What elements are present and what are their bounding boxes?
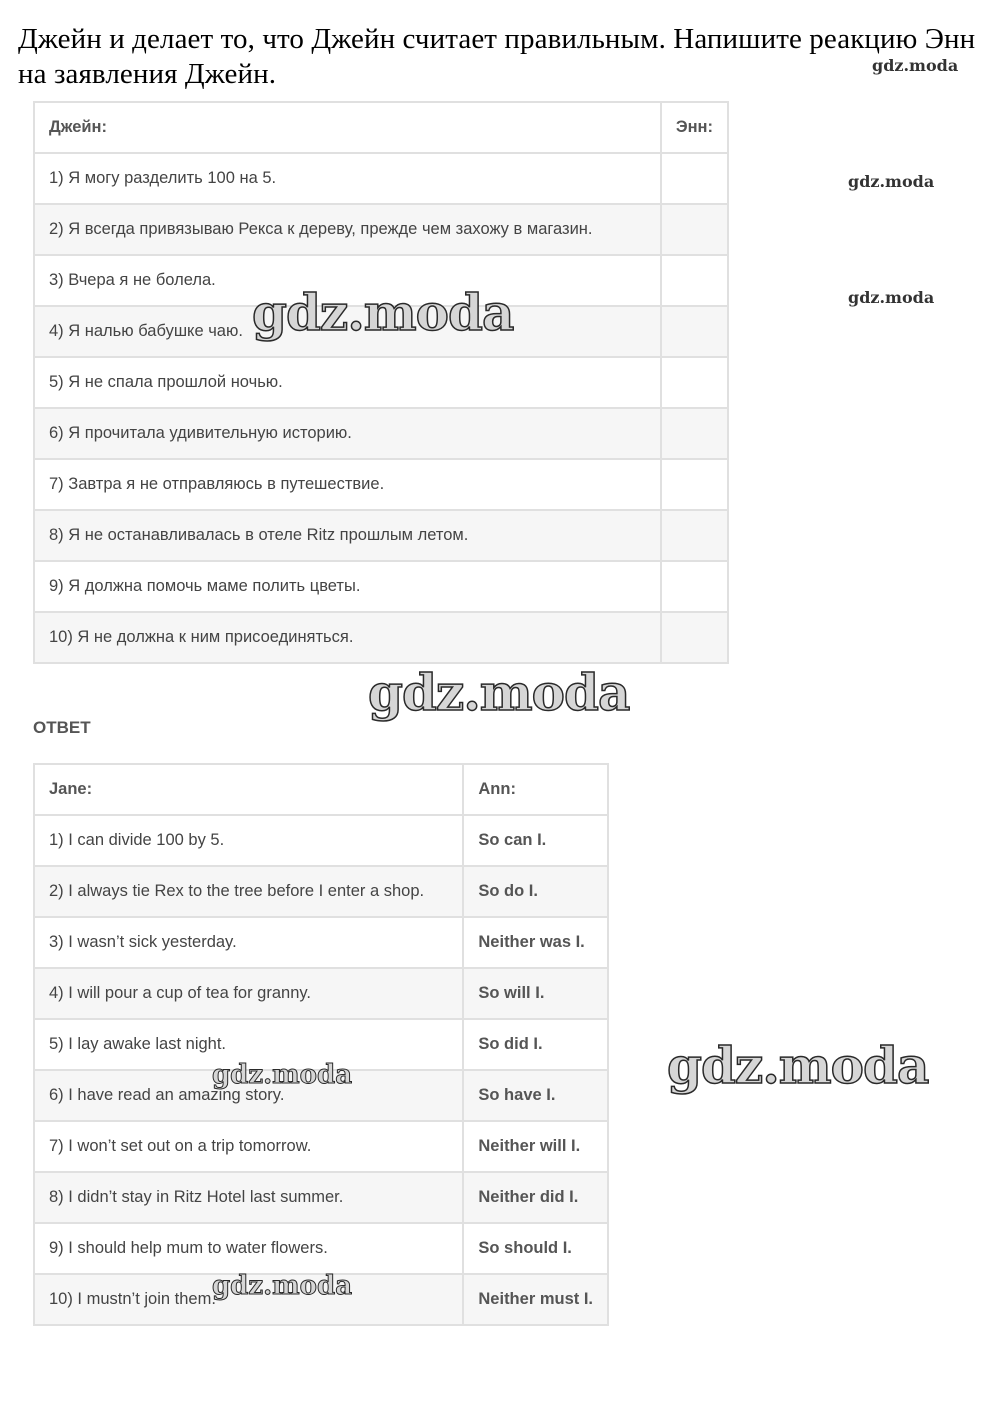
english-answers-table	[33, 763, 609, 1326]
ann-cell: So do I.	[463, 866, 608, 917]
empty-answer-cell	[661, 357, 728, 408]
ann-cell: So will I.	[463, 968, 608, 1019]
empty-answer-cell	[661, 612, 728, 663]
empty-answer-cell	[661, 153, 728, 204]
watermark: gdz.moda	[848, 288, 935, 307]
statement-cell: 7) Завтра я не отправляюсь в путешествие.	[34, 459, 661, 510]
watermark: gdz.moda	[667, 1036, 929, 1095]
table-header-row	[34, 764, 608, 815]
jane-cell: 9) I should help mum to water flowers.	[34, 1223, 463, 1274]
watermark: gdz.moda	[212, 1271, 353, 1301]
table-row	[34, 204, 728, 255]
empty-answer-cell	[661, 255, 728, 306]
jane-cell: 5) I lay awake last night.	[34, 1019, 463, 1070]
statement-cell: 2) Я всегда привязываю Рекса к дереву, прежде чем захожу в магазин.	[34, 204, 661, 255]
table-row	[34, 357, 728, 408]
watermark: gdz.moda	[848, 172, 935, 191]
watermark: gdz.moda	[872, 56, 959, 75]
ann-cell: So did I.	[463, 1019, 608, 1070]
jane-cell: 2) I always tie Rex to the tree before I enter a shop.	[34, 866, 463, 917]
table-row	[34, 1121, 608, 1172]
jane-cell: 8) I didn’t stay in Ritz Hotel last summer.	[34, 1172, 463, 1223]
jane-cell: 7) I won’t set out on a trip tomorrow.	[34, 1121, 463, 1172]
table-row	[34, 1223, 608, 1274]
empty-answer-cell	[661, 408, 728, 459]
jane-cell: 10) I mustn’t join them.	[34, 1274, 463, 1325]
empty-answer-cell	[661, 561, 728, 612]
table-row	[34, 561, 728, 612]
jane-cell: 4) I will pour a cup of tea for granny.	[34, 968, 463, 1019]
ann-cell: Neither must I.	[463, 1274, 608, 1325]
ann-cell: Neither will I.	[463, 1121, 608, 1172]
ann-cell: Neither was I.	[463, 917, 608, 968]
watermark: gdz.moda	[212, 1060, 353, 1090]
jane-cell: 3) I wasn’t sick yesterday.	[34, 917, 463, 968]
task-text: Джейн и делает то, что Джейн считает правильным. Напишите реакцию Энн на заявления Джейн.	[18, 23, 976, 90]
table-row	[34, 968, 608, 1019]
watermark: gdz.moda	[368, 663, 630, 722]
watermark: gdz.moda	[252, 283, 514, 342]
answer-heading: ОТВЕТ	[33, 718, 91, 737]
table-row	[34, 917, 608, 968]
table-row	[34, 153, 728, 204]
statement-cell: 3) Вчера я не болела.	[34, 255, 661, 306]
statement-cell: 4) Я налью бабушке чаю.	[34, 306, 661, 357]
table-header-row	[34, 102, 728, 153]
ann-cell: So can I.	[463, 815, 608, 866]
empty-answer-cell	[661, 204, 728, 255]
header-ann: Энн:	[661, 102, 728, 153]
table-row	[34, 510, 728, 561]
statement-cell: 5) Я не спала прошлой ночью.	[34, 357, 661, 408]
statement-cell: 1) Я могу разделить 100 на 5.	[34, 153, 661, 204]
ann-cell: So have I.	[463, 1070, 608, 1121]
statement-cell: 8) Я не останавливалась в отеле Ritz прошлым летом.	[34, 510, 661, 561]
table-row	[34, 815, 608, 866]
statement-cell: 9) Я должна помочь маме полить цветы.	[34, 561, 661, 612]
header-ann: Ann:	[463, 764, 608, 815]
empty-answer-cell	[661, 306, 728, 357]
statement-cell: 10) Я не должна к ним присоединяться.	[34, 612, 661, 663]
table-row	[34, 1172, 608, 1223]
table-row	[34, 866, 608, 917]
empty-answer-cell	[661, 459, 728, 510]
ann-cell: Neither did I.	[463, 1172, 608, 1223]
table-row	[34, 459, 728, 510]
ann-cell: So should I.	[463, 1223, 608, 1274]
header-jane: Jane:	[34, 764, 463, 815]
russian-statements-table	[33, 101, 729, 664]
statement-cell: 6) Я прочитала удивительную историю.	[34, 408, 661, 459]
jane-cell: 6) I have read an amazing story.	[34, 1070, 463, 1121]
table-row	[34, 408, 728, 459]
table-row	[34, 612, 728, 663]
jane-cell: 1) I can divide 100 by 5.	[34, 815, 463, 866]
header-jane: Джейн:	[34, 102, 661, 153]
empty-answer-cell	[661, 510, 728, 561]
